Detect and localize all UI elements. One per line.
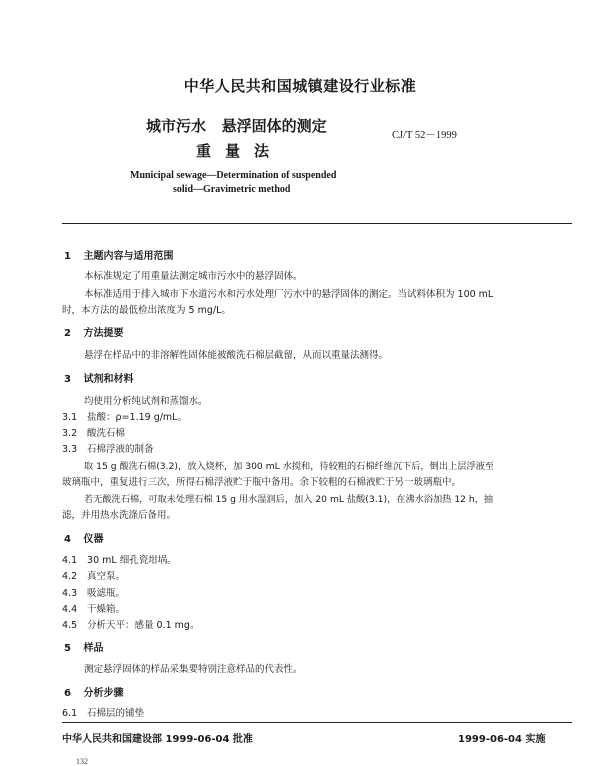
item-text: 酸洗石棉 (87, 428, 126, 439)
section-number: 2 (64, 328, 71, 339)
item-number: 6.1 (62, 708, 78, 719)
section-5-heading (64, 639, 103, 654)
item-text: 盐酸：ρ=1.19 g/mL。 (87, 412, 187, 423)
item-text: 分析天平：感量 0.1 mg。 (87, 620, 200, 631)
section-title: 主题内容与适用范围 (83, 251, 174, 262)
section-number: 1 (64, 251, 71, 262)
list-item (62, 409, 187, 423)
english-title-line1: Municipal sewage—Determination of suspended (130, 170, 337, 181)
section-title: 试剂和材料 (83, 374, 134, 385)
document-method: 重量法 (196, 142, 284, 160)
standard-header-title: 中华人民共和国城镇建设行业标准 (183, 77, 417, 95)
list-item (62, 552, 177, 566)
item-number: 4.5 (62, 620, 78, 631)
section-title: 方法提要 (83, 328, 124, 339)
section-title: 样品 (83, 643, 104, 654)
section-number: 6 (64, 688, 71, 699)
section-title: 分析步骤 (83, 688, 124, 699)
list-item (62, 617, 199, 631)
section-number: 3 (64, 374, 71, 385)
section-3-paragraph: 均使用分析纯试剂和蒸馏水。 (84, 396, 208, 407)
list-item (62, 441, 154, 455)
item-number: 4.4 (62, 604, 78, 615)
item-text: 干燥箱。 (87, 604, 126, 615)
item-number: 4.1 (62, 555, 78, 566)
list-item (62, 568, 125, 582)
standard-code: CJ/T 52－1999 (392, 130, 457, 141)
item-number: 3.2 (62, 428, 78, 439)
header-rule (62, 223, 572, 224)
section-1-paragraph: 本标准适用于排入城市下水道污水和污水处理厂污水中的悬浮固体的测定。当试料体积为 100 mL (84, 289, 494, 300)
document-title: 城市污水 悬浮固体的测定 (146, 117, 327, 135)
section-2-heading (64, 324, 123, 339)
list-item (62, 425, 125, 439)
section-3-paragraph-cont: 滤，并用热水洗涤后备用。 (62, 510, 177, 521)
footer-rule (62, 722, 572, 723)
list-item (62, 601, 125, 615)
page-number: 132 (76, 757, 88, 766)
item-text: 石棉层的铺垫 (87, 708, 145, 719)
list-item (62, 585, 125, 599)
section-5-paragraph: 测定悬浮固体的样品采集要特别注意样品的代表性。 (84, 664, 303, 675)
item-text: 真空泵。 (87, 571, 126, 582)
footer-effective-date: 1999-06-04 实施 (458, 734, 546, 745)
list-item (62, 705, 144, 719)
section-3-paragraph: 取 15 g 酸洗石棉(3.2)，放入烧杯，加 300 mL 水搅和，待较粗的石棉纤维沉下后，倒出上层浮液至 (84, 461, 494, 472)
english-title-line2: solid—Gravimetric method (173, 184, 291, 195)
item-number: 4.3 (62, 588, 78, 599)
section-title: 仪器 (83, 534, 104, 545)
item-number: 4.2 (62, 571, 78, 582)
section-6-heading (64, 684, 123, 699)
section-1-paragraph: 本标准规定了用重量法测定城市污水中的悬浮固体。 (84, 271, 303, 282)
section-1-paragraph-cont: 时，本方法的最低检出浓度为 5 mg/L。 (62, 305, 231, 316)
item-text: 吸滤瓶。 (87, 588, 126, 599)
section-4-heading (64, 530, 103, 545)
section-3-paragraph-cont: 玻璃瓶中，重复进行三次，所得石棉浮液贮于瓶中备用。余下较粗的石棉液贮于另一玻璃瓶中。 (62, 477, 462, 488)
section-3-heading (64, 370, 133, 385)
section-number: 4 (64, 534, 71, 545)
section-1-heading (64, 247, 173, 262)
item-text: 30 mL 细孔瓷坩埚。 (87, 555, 177, 566)
footer-approval: 中华人民共和国建设部 1999-06-04 批准 (62, 734, 253, 745)
item-text: 石棉浮液的制备 (87, 444, 154, 455)
section-2-paragraph: 悬浮在样品中的非溶解性固体能被酸洗石棉层截留，从而以重量法测得。 (84, 350, 389, 361)
section-number: 5 (64, 643, 71, 654)
item-number: 3.3 (62, 444, 78, 455)
section-3-paragraph: 若无酸洗石棉，可取未处理石棉 15 g 用水湿润后，加入 20 mL 盐酸(3.1)，在沸水浴加热 12 h，抽 (84, 494, 494, 505)
item-number: 3.1 (62, 412, 78, 423)
